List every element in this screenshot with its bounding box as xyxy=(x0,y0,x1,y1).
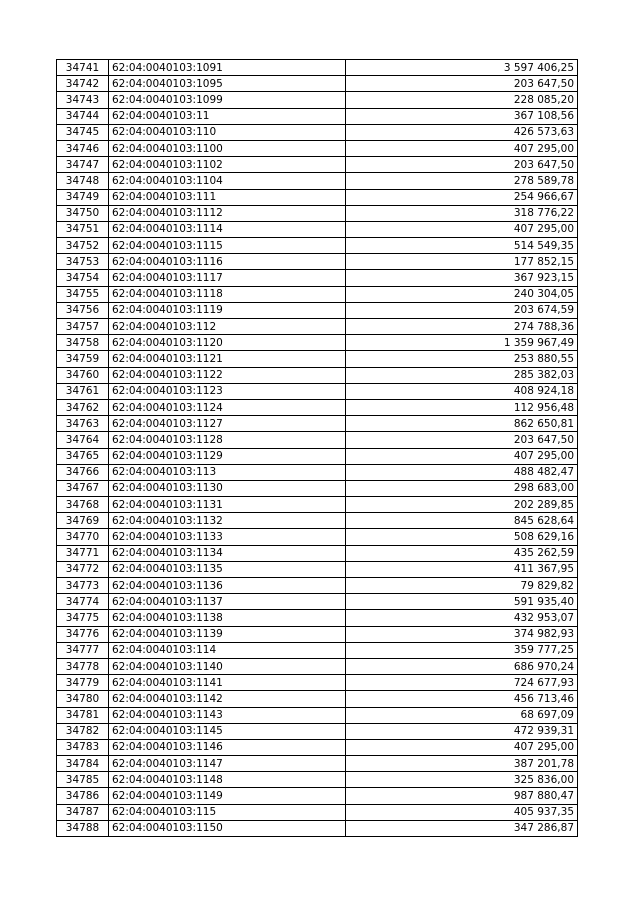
cadastral-value-table xyxy=(56,59,578,837)
table-row xyxy=(57,270,578,286)
cadastral-value-cell: 274 788,36 xyxy=(346,319,578,335)
table-row xyxy=(57,626,578,642)
cadastral-number-cell: 62:04:0040103:1121 xyxy=(109,351,346,367)
row-number-cell: 34752 xyxy=(57,238,109,254)
row-number-cell: 34760 xyxy=(57,367,109,383)
cadastral-number-cell: 62:04:0040103:1129 xyxy=(109,448,346,464)
cadastral-number-cell: 62:04:0040103:1148 xyxy=(109,772,346,788)
table-row xyxy=(57,108,578,124)
cadastral-value-cell: 845 628,64 xyxy=(346,513,578,529)
table-row xyxy=(57,335,578,351)
table-row xyxy=(57,480,578,496)
table-row xyxy=(57,448,578,464)
cadastral-number-cell: 62:04:0040103:1102 xyxy=(109,157,346,173)
row-number-cell: 34788 xyxy=(57,820,109,836)
cadastral-number-cell: 62:04:0040103:1119 xyxy=(109,302,346,318)
row-number-cell: 34743 xyxy=(57,92,109,108)
cadastral-value-cell: 203 647,50 xyxy=(346,157,578,173)
table-row xyxy=(57,707,578,723)
cadastral-value-cell: 686 970,24 xyxy=(346,658,578,674)
row-number-cell: 34761 xyxy=(57,383,109,399)
cadastral-number-cell: 62:04:0040103:1145 xyxy=(109,723,346,739)
table-row xyxy=(57,545,578,561)
table-row xyxy=(57,157,578,173)
row-number-cell: 34769 xyxy=(57,513,109,529)
cadastral-value-cell: 203 647,50 xyxy=(346,432,578,448)
cadastral-number-cell: 62:04:0040103:1120 xyxy=(109,335,346,351)
cadastral-value-cell: 3 597 406,25 xyxy=(346,60,578,76)
cadastral-number-cell: 62:04:0040103:1104 xyxy=(109,173,346,189)
row-number-cell: 34784 xyxy=(57,756,109,772)
cadastral-number-cell: 62:04:0040103:115 xyxy=(109,804,346,820)
table-row xyxy=(57,189,578,205)
cadastral-number-cell: 62:04:0040103:1128 xyxy=(109,432,346,448)
table-row xyxy=(57,594,578,610)
cadastral-number-cell: 62:04:0040103:1114 xyxy=(109,221,346,237)
cadastral-value-cell: 488 482,47 xyxy=(346,464,578,480)
cadastral-number-cell: 62:04:0040103:111 xyxy=(109,189,346,205)
cadastral-value-cell: 202 289,85 xyxy=(346,497,578,513)
cadastral-value-cell: 407 295,00 xyxy=(346,140,578,156)
cadastral-number-cell: 62:04:0040103:1137 xyxy=(109,594,346,610)
table-row xyxy=(57,804,578,820)
cadastral-value-cell: 325 836,00 xyxy=(346,772,578,788)
cadastral-number-cell: 62:04:0040103:11 xyxy=(109,108,346,124)
cadastral-value-cell: 407 295,00 xyxy=(346,221,578,237)
table-row xyxy=(57,723,578,739)
cadastral-number-cell: 62:04:0040103:1149 xyxy=(109,788,346,804)
table-row xyxy=(57,691,578,707)
table-row xyxy=(57,399,578,415)
cadastral-value-cell: 405 937,35 xyxy=(346,804,578,820)
cadastral-value-cell: 359 777,25 xyxy=(346,642,578,658)
table-row xyxy=(57,642,578,658)
cadastral-number-cell: 62:04:0040103:1091 xyxy=(109,60,346,76)
table-row xyxy=(57,820,578,836)
row-number-cell: 34759 xyxy=(57,351,109,367)
row-number-cell: 34746 xyxy=(57,140,109,156)
cadastral-number-cell: 62:04:0040103:1150 xyxy=(109,820,346,836)
cadastral-number-cell: 62:04:0040103:1132 xyxy=(109,513,346,529)
cadastral-number-cell: 62:04:0040103:1135 xyxy=(109,561,346,577)
cadastral-value-cell: 408 924,18 xyxy=(346,383,578,399)
cadastral-number-cell: 62:04:0040103:1130 xyxy=(109,480,346,496)
row-number-cell: 34742 xyxy=(57,76,109,92)
cadastral-value-cell: 456 713,46 xyxy=(346,691,578,707)
cadastral-number-cell: 62:04:0040103:1116 xyxy=(109,254,346,270)
table-row xyxy=(57,238,578,254)
row-number-cell: 34781 xyxy=(57,707,109,723)
cadastral-value-cell: 508 629,16 xyxy=(346,529,578,545)
cadastral-value-cell: 347 286,87 xyxy=(346,820,578,836)
table-row xyxy=(57,610,578,626)
cadastral-number-cell: 62:04:0040103:1141 xyxy=(109,675,346,691)
cadastral-value-cell: 367 923,15 xyxy=(346,270,578,286)
row-number-cell: 34762 xyxy=(57,399,109,415)
cadastral-value-cell: 411 367,95 xyxy=(346,561,578,577)
cadastral-value-cell: 112 956,48 xyxy=(346,399,578,415)
row-number-cell: 34772 xyxy=(57,561,109,577)
row-number-cell: 34774 xyxy=(57,594,109,610)
table-row xyxy=(57,173,578,189)
row-number-cell: 34785 xyxy=(57,772,109,788)
row-number-cell: 34754 xyxy=(57,270,109,286)
table-row xyxy=(57,739,578,755)
cadastral-value-cell: 203 674,59 xyxy=(346,302,578,318)
cadastral-value-cell: 298 683,00 xyxy=(346,480,578,496)
cadastral-number-cell: 62:04:0040103:114 xyxy=(109,642,346,658)
cadastral-value-cell: 68 697,09 xyxy=(346,707,578,723)
row-number-cell: 34775 xyxy=(57,610,109,626)
table-row xyxy=(57,416,578,432)
cadastral-value-cell: 228 085,20 xyxy=(346,92,578,108)
row-number-cell: 34755 xyxy=(57,286,109,302)
table-row xyxy=(57,432,578,448)
table-row xyxy=(57,319,578,335)
table-row xyxy=(57,351,578,367)
cadastral-value-cell: 254 966,67 xyxy=(346,189,578,205)
row-number-cell: 34741 xyxy=(57,60,109,76)
table-row xyxy=(57,286,578,302)
row-number-cell: 34770 xyxy=(57,529,109,545)
cadastral-value-cell: 435 262,59 xyxy=(346,545,578,561)
row-number-cell: 34779 xyxy=(57,675,109,691)
row-number-cell: 34773 xyxy=(57,578,109,594)
cadastral-value-cell: 387 201,78 xyxy=(346,756,578,772)
cadastral-number-cell: 62:04:0040103:1133 xyxy=(109,529,346,545)
row-number-cell: 34758 xyxy=(57,335,109,351)
cadastral-value-cell: 514 549,35 xyxy=(346,238,578,254)
cadastral-value-cell: 407 295,00 xyxy=(346,448,578,464)
table-row xyxy=(57,367,578,383)
cadastral-value-cell: 253 880,55 xyxy=(346,351,578,367)
cadastral-number-cell: 62:04:0040103:113 xyxy=(109,464,346,480)
row-number-cell: 34766 xyxy=(57,464,109,480)
cadastral-number-cell: 62:04:0040103:1143 xyxy=(109,707,346,723)
table-row xyxy=(57,529,578,545)
table-row xyxy=(57,658,578,674)
row-number-cell: 34745 xyxy=(57,124,109,140)
cadastral-number-cell: 62:04:0040103:1131 xyxy=(109,497,346,513)
table-row xyxy=(57,788,578,804)
cadastral-number-cell: 62:04:0040103:1112 xyxy=(109,205,346,221)
cadastral-number-cell: 62:04:0040103:1118 xyxy=(109,286,346,302)
row-number-cell: 34780 xyxy=(57,691,109,707)
table-row xyxy=(57,464,578,480)
table-row xyxy=(57,513,578,529)
cadastral-number-cell: 62:04:0040103:112 xyxy=(109,319,346,335)
cadastral-number-cell: 62:04:0040103:1139 xyxy=(109,626,346,642)
table-row xyxy=(57,254,578,270)
cadastral-value-cell: 862 650,81 xyxy=(346,416,578,432)
cadastral-value-cell: 240 304,05 xyxy=(346,286,578,302)
table-row xyxy=(57,124,578,140)
cadastral-number-cell: 62:04:0040103:1123 xyxy=(109,383,346,399)
table-row xyxy=(57,205,578,221)
table-row xyxy=(57,497,578,513)
row-number-cell: 34768 xyxy=(57,497,109,513)
table-row xyxy=(57,76,578,92)
table-row xyxy=(57,92,578,108)
row-number-cell: 34778 xyxy=(57,658,109,674)
cadastral-number-cell: 62:04:0040103:1142 xyxy=(109,691,346,707)
cadastral-value-cell: 367 108,56 xyxy=(346,108,578,124)
cadastral-number-cell: 62:04:0040103:1115 xyxy=(109,238,346,254)
row-number-cell: 34765 xyxy=(57,448,109,464)
table-row xyxy=(57,383,578,399)
table-row xyxy=(57,772,578,788)
cadastral-value-cell: 432 953,07 xyxy=(346,610,578,626)
cadastral-value-cell: 278 589,78 xyxy=(346,173,578,189)
cadastral-value-cell: 203 647,50 xyxy=(346,76,578,92)
row-number-cell: 34763 xyxy=(57,416,109,432)
cadastral-number-cell: 62:04:0040103:110 xyxy=(109,124,346,140)
table-row xyxy=(57,221,578,237)
row-number-cell: 34744 xyxy=(57,108,109,124)
row-number-cell: 34786 xyxy=(57,788,109,804)
cadastral-number-cell: 62:04:0040103:1138 xyxy=(109,610,346,626)
table-row xyxy=(57,302,578,318)
cadastral-value-cell: 407 295,00 xyxy=(346,739,578,755)
cadastral-value-cell: 426 573,63 xyxy=(346,124,578,140)
row-number-cell: 34776 xyxy=(57,626,109,642)
row-number-cell: 34756 xyxy=(57,302,109,318)
cadastral-value-cell: 724 677,93 xyxy=(346,675,578,691)
cadastral-value-cell: 177 852,15 xyxy=(346,254,578,270)
row-number-cell: 34783 xyxy=(57,739,109,755)
cadastral-number-cell: 62:04:0040103:1100 xyxy=(109,140,346,156)
cadastral-number-cell: 62:04:0040103:1146 xyxy=(109,739,346,755)
cadastral-value-cell: 285 382,03 xyxy=(346,367,578,383)
cadastral-number-cell: 62:04:0040103:1124 xyxy=(109,399,346,415)
cadastral-value-cell: 591 935,40 xyxy=(346,594,578,610)
table-row xyxy=(57,60,578,76)
cadastral-number-cell: 62:04:0040103:1122 xyxy=(109,367,346,383)
cadastral-value-cell: 472 939,31 xyxy=(346,723,578,739)
table-row xyxy=(57,561,578,577)
cadastral-number-cell: 62:04:0040103:1117 xyxy=(109,270,346,286)
cadastral-value-cell: 318 776,22 xyxy=(346,205,578,221)
cadastral-value-cell: 987 880,47 xyxy=(346,788,578,804)
row-number-cell: 34767 xyxy=(57,480,109,496)
cadastral-value-cell: 79 829,82 xyxy=(346,578,578,594)
table-row xyxy=(57,675,578,691)
cadastral-number-cell: 62:04:0040103:1099 xyxy=(109,92,346,108)
row-number-cell: 34750 xyxy=(57,205,109,221)
row-number-cell: 34748 xyxy=(57,173,109,189)
row-number-cell: 34749 xyxy=(57,189,109,205)
row-number-cell: 34777 xyxy=(57,642,109,658)
cadastral-value-cell: 374 982,93 xyxy=(346,626,578,642)
cadastral-number-cell: 62:04:0040103:1136 xyxy=(109,578,346,594)
cadastral-number-cell: 62:04:0040103:1147 xyxy=(109,756,346,772)
row-number-cell: 34764 xyxy=(57,432,109,448)
cadastral-number-cell: 62:04:0040103:1134 xyxy=(109,545,346,561)
row-number-cell: 34747 xyxy=(57,157,109,173)
cadastral-value-cell: 1 359 967,49 xyxy=(346,335,578,351)
table-row xyxy=(57,140,578,156)
row-number-cell: 34782 xyxy=(57,723,109,739)
row-number-cell: 34771 xyxy=(57,545,109,561)
cadastral-number-cell: 62:04:0040103:1127 xyxy=(109,416,346,432)
row-number-cell: 34787 xyxy=(57,804,109,820)
table-row xyxy=(57,578,578,594)
row-number-cell: 34753 xyxy=(57,254,109,270)
cadastral-number-cell: 62:04:0040103:1140 xyxy=(109,658,346,674)
table-row xyxy=(57,756,578,772)
row-number-cell: 34757 xyxy=(57,319,109,335)
cadastral-number-cell: 62:04:0040103:1095 xyxy=(109,76,346,92)
row-number-cell: 34751 xyxy=(57,221,109,237)
table-body xyxy=(57,60,578,837)
